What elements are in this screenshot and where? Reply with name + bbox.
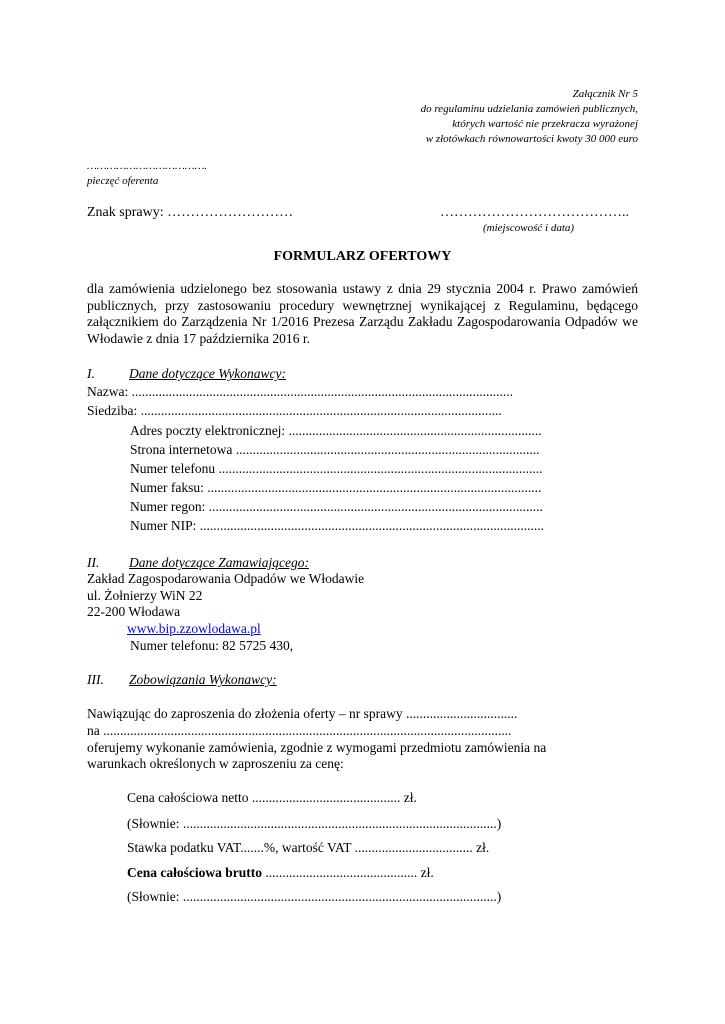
section-2-number: II. xyxy=(87,555,100,570)
section-3-number: III. xyxy=(87,672,104,687)
buyer-city: 22-200 Włodawa xyxy=(87,604,181,619)
offer-statement-2: warunkach określonych w zaproszeniu za cenę: xyxy=(87,756,344,771)
case-number-field[interactable]: Znak sprawy: ……………………… xyxy=(87,205,294,220)
offer-reference-line[interactable]: Nawiązując do zaproszenia do złożenia oferty – nr sprawy ................................. xyxy=(87,706,518,721)
net-price-field[interactable]: Cena całościowa netto ............................................ zł. xyxy=(127,790,417,805)
section-1-number: I. xyxy=(87,366,95,381)
page-title: FORMULARZ OFERTOWY xyxy=(273,249,452,264)
gross-price-dots: ............................................. zł. xyxy=(262,865,434,880)
buyer-street: ul. Żołnierzy WiN 22 xyxy=(87,588,203,603)
place-date-field[interactable]: ………………………………….. xyxy=(440,205,629,220)
attachment-number: Załącznik Nr 5 xyxy=(572,88,638,100)
email-field[interactable]: Adres poczty elektronicznej: ........................................................................... xyxy=(130,423,542,438)
stamp-dots: ………………………………. xyxy=(87,160,208,172)
attachment-desc-2: których wartość nie przekracza wyrażonej xyxy=(452,118,638,130)
gross-price-field[interactable] xyxy=(127,865,434,881)
section-3-heading: Zobowiązania Wykonawcy: xyxy=(129,672,277,687)
fax-field[interactable]: Numer faksu: ................................................................................................... xyxy=(130,480,542,495)
gross-price-label: Cena całościowa brutto xyxy=(127,865,262,880)
phone-field[interactable]: Numer telefonu ................................................................................................ xyxy=(130,461,543,476)
buyer-phone: Numer telefonu: 82 5725 430, xyxy=(130,638,294,653)
net-price-words-field[interactable]: (Słownie: .............................................................................................) xyxy=(127,816,502,831)
section-1-heading: Dane dotyczące Wykonawcy: xyxy=(129,366,286,381)
contractor-address-field[interactable]: Siedziba: ........................................................................................................... xyxy=(87,403,502,418)
gross-price-words-field[interactable]: (Słownie: .............................................................................................) xyxy=(127,889,502,904)
intro-paragraph: dla zamówienia udzielonego bez stosowania ustawy z dnia 29 stycznia 2004 r. Prawo zamówień publicznych, przy zastosowaniu procedury wewnętrznej wynikającej z Regulaminu, będącego załącznikiem do Zarządzenia Nr 1/2016 Prezesa Zarządu Zakładu Zagospodarowania Odpadów we Włodawie z dnia 17 października 2016 r. xyxy=(87,281,638,346)
offer-statement-1: oferujemy wykonanie zamówienia, zgodnie z wymogami przedmiotu zamówienia na xyxy=(87,740,547,755)
section-2-heading: Dane dotyczące Zamawiającego: xyxy=(129,555,309,570)
offer-subject-line[interactable]: na ......................................................................................................................... xyxy=(87,723,512,738)
website-field[interactable]: Strona internetowa .......................................................................................... xyxy=(130,442,540,457)
buyer-name: Zakład Zagospodarowania Odpadów we Włodawie xyxy=(87,571,365,586)
place-date-label: (miejscowość i data) xyxy=(483,222,575,234)
contractor-name-field[interactable]: Nazwa: ................................................................................................................. xyxy=(87,384,513,399)
buyer-website-link[interactable]: www.bip.zzowlodawa.pl xyxy=(127,621,261,636)
attachment-desc-3: w złotówkach równowartości kwoty 30 000 euro xyxy=(425,133,638,145)
regon-field[interactable]: Numer regon: ................................................................................................... xyxy=(130,499,543,514)
vat-field[interactable]: Stawka podatku VAT.......%, wartość VAT ................................... zł. xyxy=(127,840,490,855)
stamp-label: pieczęć oferenta xyxy=(87,175,159,187)
attachment-desc-1: do regulaminu udzielania zamówień publicznych, xyxy=(420,103,638,115)
nip-field[interactable]: Numer NIP: ...................................................................................................... xyxy=(130,518,544,533)
